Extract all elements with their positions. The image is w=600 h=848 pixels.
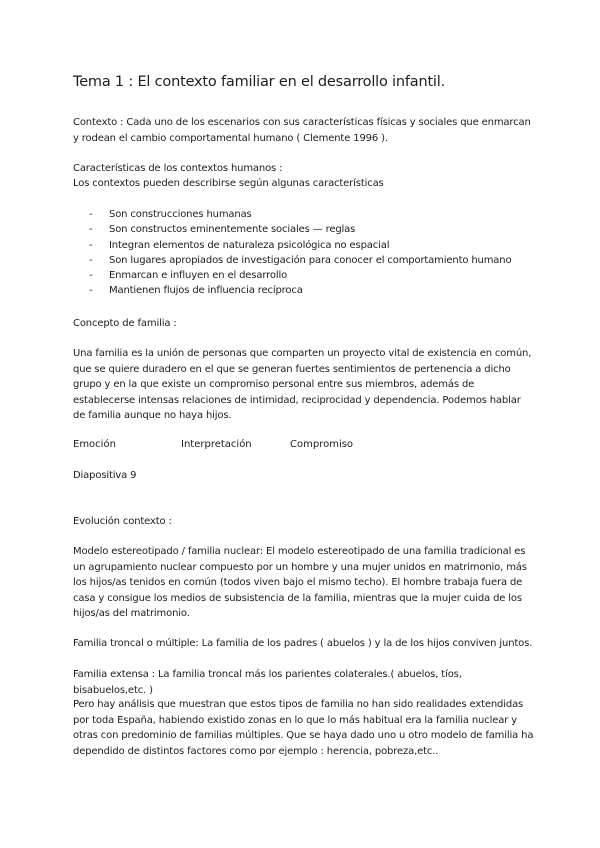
concepto-heading: Concepto de familia : bbox=[73, 318, 177, 329]
list-item: - Mantienen flujos de influencia recíproca bbox=[73, 283, 511, 298]
caracteristicas-heading: Características de los contextos humanos : bbox=[73, 163, 283, 174]
triad-emocion: Emoción bbox=[73, 439, 116, 450]
list-item: - Integran elementos de naturaleza psicológica no espacial bbox=[73, 238, 511, 253]
list-item: - Son lugares apropiados de investigación para conocer el comportamiento humano bbox=[73, 253, 511, 268]
triad-interpretacion: Interpretación bbox=[181, 439, 252, 450]
modelo-paragraph: Modelo estereotipado / familia nuclear: El modelo estereotipado de una familia tradicional es un agrupamiento nuclear compuesto por un hombre y una mujer unidos en matrimonio, más los hijos/as tenidos en común (todos viven bajo el mismo techo). El hombre trabaja fuera de casa y consigue los medios de subsistencia de la familia, mientras que la mujer cuida de los hijos/as del matrimonio. bbox=[73, 546, 527, 619]
bullet-dash: - bbox=[89, 285, 93, 297]
caracteristicas-intro: Los contextos pueden describirse según algunas características bbox=[73, 178, 384, 189]
concepto-paragraph: Una familia es la unión de personas que comparten un proyecto vital de existencia en común, que se quiere duradero en el que se generan fuertes sentimientos de pertenencia a dicho grupo y en la que existe un compromiso personal entre sus miembros, además de establecerse intensas relaciones de intimidad, reciprocidad y dependencia. Podemos hablar de familia aunque no haya hijos. bbox=[73, 348, 532, 421]
contexto-paragraph: Contexto : Cada uno de los escenarios con sus características físicas y sociales que enmarcan y rodean el cambio comportamental humano ( Clemente 1996 ). bbox=[73, 117, 531, 144]
bullet-dash: - bbox=[89, 224, 93, 236]
troncal-paragraph: Familia troncal o múltiple: La familia de los padres ( abuelos ) y la de los hijos conviven juntos. bbox=[73, 638, 533, 649]
diapositiva-label: Diapositiva 9 bbox=[73, 470, 137, 481]
triad-compromiso: Compromiso bbox=[290, 439, 354, 450]
list-item: - Enmarcan e influyen en el desarrollo bbox=[73, 268, 511, 283]
bullet-dash: - bbox=[89, 254, 93, 266]
bullet-dash: - bbox=[89, 270, 93, 282]
caracteristicas-list bbox=[73, 207, 511, 299]
bullet-dash: - bbox=[89, 239, 93, 251]
list-item: - Son construcciones humanas bbox=[73, 207, 511, 222]
evolucion-heading: Evolución contexto : bbox=[73, 516, 172, 527]
bullet-dash: - bbox=[89, 209, 93, 220]
page-title: Tema 1 : El contexto familiar en el desarrollo infantil. bbox=[73, 74, 446, 90]
extensa-paragraph: Familia extensa : La familia troncal más los parientes colaterales.( abuelos, tíos, bisabuelos,etc. ) bbox=[73, 669, 462, 696]
list-item: - Son constructos eminentemente sociales — reglas bbox=[73, 222, 511, 237]
analisis-paragraph: Pero hay análisis que muestran que estos tipos de familia no han sido realidades extendidas por toda España, habiendo existido zonas en lo que lo más habitual era la familia nuclear y otras con predominio de familias múltiples. Que se haya dado uno u otro modelo de familia ha dependido de distintos factores como por ejemplo : herencia, pobreza,etc.. bbox=[73, 699, 534, 757]
